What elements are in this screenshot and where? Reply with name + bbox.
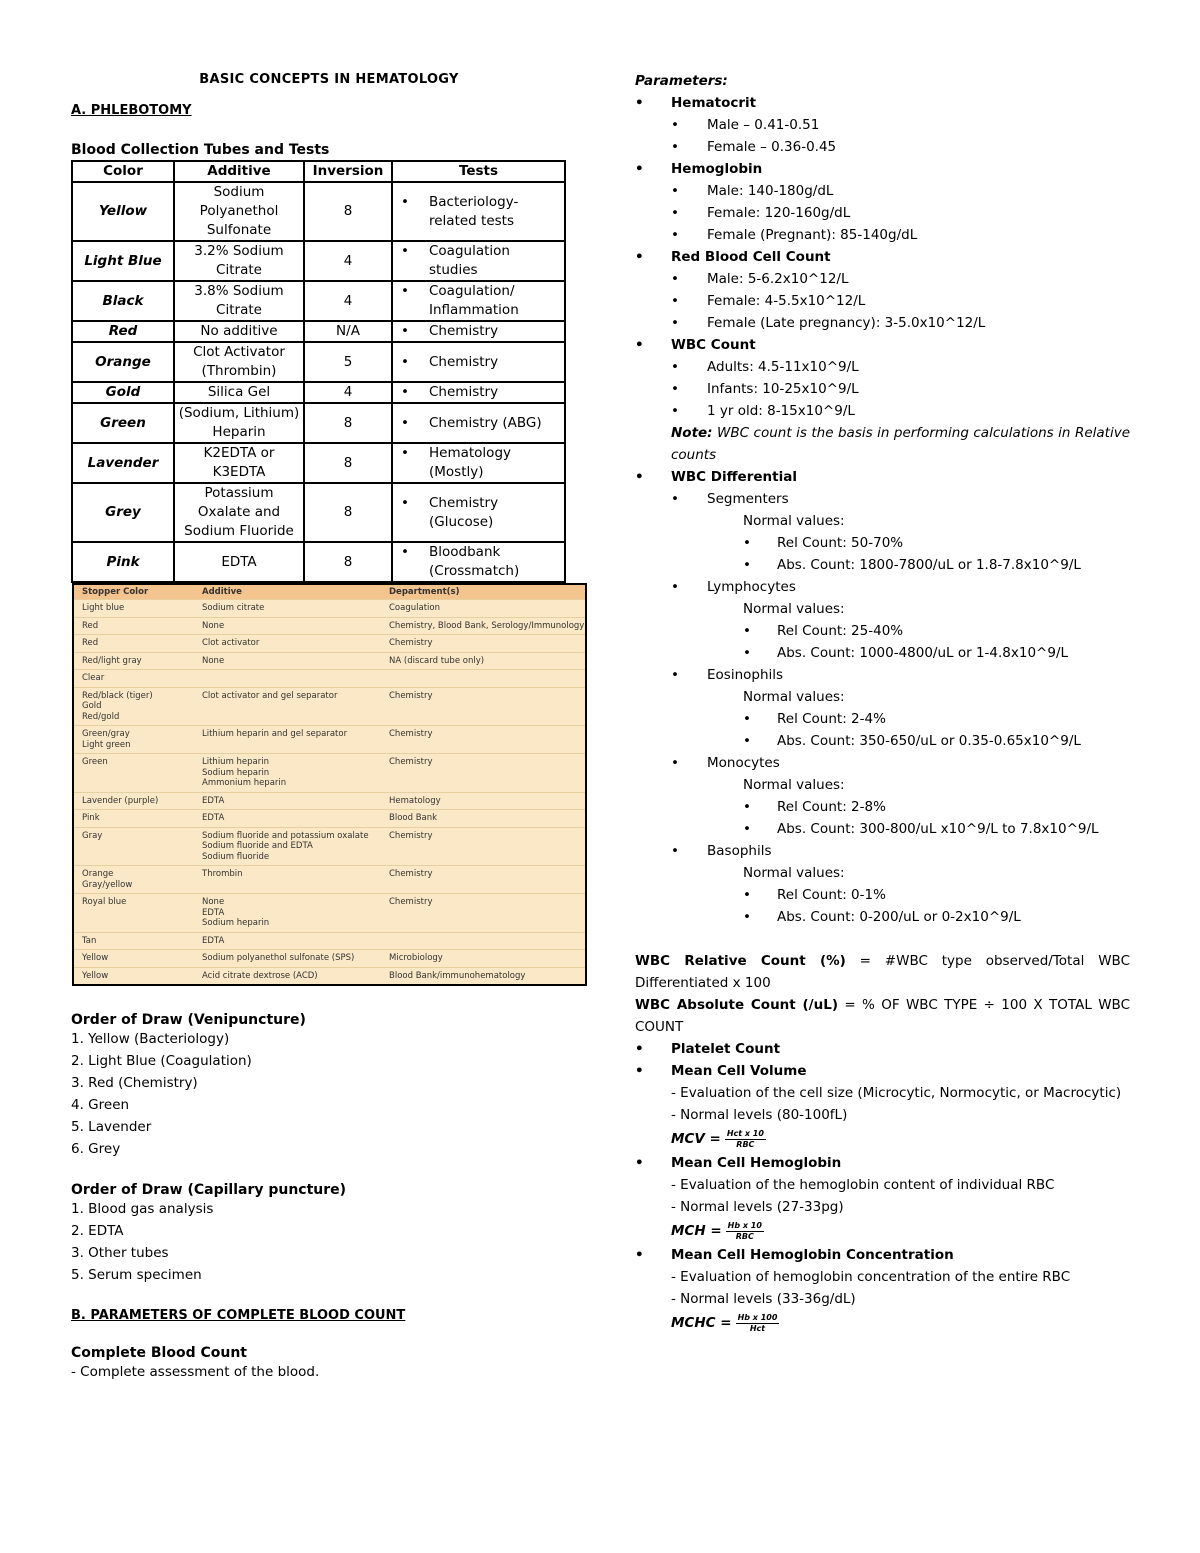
ref-cell: Tan <box>82 935 97 946</box>
parameters-heading: Parameters: <box>635 73 728 89</box>
ref-row <box>74 932 585 950</box>
tube-tests <box>392 182 565 241</box>
ref-row <box>74 617 585 635</box>
ref-cell: Green <box>82 757 108 767</box>
list-item: 3. Other tubes <box>71 1245 169 1261</box>
mcv-normal: - Normal levels (80-100fL) <box>671 1107 848 1123</box>
rbc-label: Red Blood Cell Count <box>671 249 831 265</box>
bullet: • <box>401 445 409 461</box>
tube-tests <box>392 403 565 443</box>
ref-cell: Yellow <box>82 953 109 963</box>
tube-tests-item <box>401 353 561 372</box>
cbc-title: Complete Blood Count <box>71 1345 247 1361</box>
list-item: • Female – 0.36-0.45 <box>671 136 1130 158</box>
tube-tests <box>392 241 565 281</box>
reference-header <box>74 585 585 599</box>
ref-cell: Chemistry <box>389 757 433 767</box>
ref-cell: Microbiology <box>389 953 443 963</box>
ref-cell: Chemistry <box>389 897 433 907</box>
ref-cell: Light blue <box>82 603 125 613</box>
differential-item <box>671 840 1130 928</box>
mcv-denominator: RBC <box>736 1139 755 1149</box>
tube-inversion: 5 <box>304 342 392 382</box>
tube-additive: Potassium Oxalate and Sodium Fluoride <box>174 483 304 542</box>
rel-count: • Rel Count: 25-40% <box>743 620 1130 642</box>
tube-tests <box>392 483 565 542</box>
bullet: • <box>401 283 409 299</box>
list-item: • Adults: 4.5-11x10^9/L <box>671 356 1130 378</box>
ref-row <box>74 725 585 753</box>
table-row <box>72 382 565 403</box>
ref-cell: Sodium citrate <box>202 603 265 613</box>
hemoglobin-label: Hemoglobin <box>671 161 763 177</box>
ref-cell: Lithium heparin Sodium heparin Ammonium heparin <box>202 757 287 788</box>
ref-row <box>74 809 585 827</box>
ref-cell <box>389 673 585 684</box>
table-row <box>72 281 565 321</box>
tube-inversion: 8 <box>304 443 392 483</box>
rel-formula-label: WBC Relative Count (%) <box>635 953 846 969</box>
order-cap-title: Order of Draw (Capillary puncture) <box>71 1182 347 1198</box>
tube-tests-item <box>401 543 561 581</box>
tube-color: Lavender <box>72 443 174 483</box>
table-row <box>72 483 565 542</box>
diff-label: WBC Differential <box>671 469 797 485</box>
header-tests: Tests <box>392 161 565 182</box>
ref-cell: Blood Bank/immunohematology <box>389 970 526 981</box>
mch-numerator: Hb x 10 <box>727 1220 762 1230</box>
param-rbc <box>635 246 1130 334</box>
list-item: 6. Grey <box>71 1141 121 1157</box>
rel-count: • Rel Count: 2-4% <box>743 708 1130 730</box>
ref-cell: Orange Gray/yellow <box>82 869 133 890</box>
tube-additive: Sodium Polyanethol Sulfonate <box>174 182 304 241</box>
normal-values-list <box>707 620 1130 664</box>
ref-row <box>74 634 585 652</box>
param-hemoglobin <box>635 158 1130 246</box>
tube-tests-text: Chemistry (Glucose) <box>429 494 499 530</box>
ref-cell: Sodium fluoride and potassium oxalate Sodium fluoride and EDTA Sodium fluoride <box>202 830 369 862</box>
order-veni-title: Order of Draw (Venipuncture) <box>71 1012 306 1028</box>
list-item: • Male: 140-180g/dL <box>671 180 1130 202</box>
tube-tests <box>392 443 565 483</box>
tube-tests <box>392 342 565 382</box>
tube-tests-text: Bacteriology-related tests <box>429 193 519 229</box>
tube-tests-text: Bloodbank (Crossmatch) <box>429 544 520 579</box>
normal-values-list <box>707 532 1130 576</box>
tube-inversion: 8 <box>304 182 392 241</box>
normal-values-label: Normal values: <box>743 689 845 705</box>
cell-name: • Basophils <box>707 843 772 859</box>
wbc-label: WBC Count <box>671 337 756 353</box>
tube-tests-item <box>401 444 561 482</box>
normal-values-label: Normal values: <box>743 513 845 529</box>
list-item: 3. Red (Chemistry) <box>71 1075 198 1091</box>
rel-count: • Rel Count: 50-70% <box>743 532 1130 554</box>
tube-color: Light Blue <box>72 241 174 281</box>
param-wbc <box>635 334 1130 466</box>
list-item: 5. Lavender <box>71 1119 152 1135</box>
tube-tests-item <box>401 242 561 280</box>
ref-header-color: Stopper Color <box>82 587 149 597</box>
normal-values-list <box>707 708 1130 752</box>
tube-additive: Clot Activator (Thrombin) <box>174 342 304 382</box>
section-a-heading: A. PHLEBOTOMY <box>71 103 192 118</box>
differential-item <box>671 752 1130 840</box>
mch-denominator: RBC <box>735 1231 754 1241</box>
ref-cell: Lithium heparin and gel separator <box>202 729 348 739</box>
param-hematocrit <box>635 92 1130 158</box>
table-row <box>72 321 565 342</box>
ref-row <box>74 893 585 932</box>
tube-inversion: 4 <box>304 281 392 321</box>
table-title: Blood Collection Tubes and Tests <box>71 142 330 158</box>
tube-tests <box>392 281 565 321</box>
param-mcv <box>635 1060 1130 1152</box>
tube-tests-text: Hematology (Mostly) <box>429 445 512 480</box>
bullet: • <box>401 414 409 431</box>
right-column <box>635 70 1130 1336</box>
ref-cell: Blood Bank <box>389 813 438 823</box>
list-item: 5. Serum specimen <box>71 1267 202 1283</box>
table-row <box>72 403 565 443</box>
normal-values-list <box>707 796 1130 840</box>
ref-row <box>74 652 585 670</box>
bullet: • <box>401 384 409 400</box>
tube-additive: (Sodium, Lithium) Heparin <box>174 403 304 443</box>
normal-values-label: Normal values: <box>743 777 845 793</box>
tube-color: Yellow <box>72 182 174 241</box>
tube-tests-item <box>401 193 561 231</box>
bullet: • <box>401 494 409 511</box>
param-wbc-differential <box>635 466 1130 928</box>
tube-additive: EDTA <box>174 542 304 582</box>
ref-cell: Clot activator and gel separator <box>202 690 338 701</box>
ref-row <box>74 599 585 617</box>
tube-inversion: N/A <box>304 321 392 342</box>
bullet: • <box>401 193 409 210</box>
mch-lhs: MCH = <box>671 1223 722 1239</box>
ref-row <box>74 792 585 810</box>
ref-cell: Pink <box>82 813 100 823</box>
header-additive: Additive <box>174 161 304 182</box>
tube-additive: K2EDTA or K3EDTA <box>174 443 304 483</box>
ref-row <box>74 865 585 893</box>
bullet: • <box>401 323 409 339</box>
ref-cell: None EDTA Sodium heparin <box>202 897 270 928</box>
tubes-header-row <box>72 161 565 182</box>
mchc-label: Mean Cell Hemoglobin Concentration <box>671 1247 954 1263</box>
list-item: • Male: 5-6.2x10^12/L <box>671 268 1130 290</box>
tube-color: Black <box>72 281 174 321</box>
wbc-note-label: Note: <box>671 425 713 441</box>
ref-cell: NA (discard tube only) <box>389 655 485 666</box>
cbc-description: - Complete assessment of the blood. <box>71 1364 320 1380</box>
tube-tests-text: Chemistry <box>429 323 499 339</box>
tube-color: Pink <box>72 542 174 582</box>
wbc-note-text: WBC count is the basis in performing calculations in Relative counts <box>671 425 1130 463</box>
tube-color: Grey <box>72 483 174 542</box>
mchc-lhs: MCHC = <box>671 1315 732 1331</box>
param-mch <box>635 1152 1130 1244</box>
abs-formula-text: = % OF WBC TYPE ÷ 100 X TOTAL WBC COUNT <box>635 997 1130 1035</box>
differential-item <box>671 488 1130 576</box>
tube-inversion: 8 <box>304 542 392 582</box>
ref-cell: Yellow <box>82 970 109 981</box>
tube-tests-text: Chemistry (ABG) <box>429 414 542 431</box>
cell-name: • Eosinophils <box>707 667 784 683</box>
tube-color: Gold <box>72 382 174 403</box>
ref-cell: Chemistry, Blood Bank, Serology/Immunology <box>389 620 585 631</box>
tube-additive: 3.2% Sodium Citrate <box>174 241 304 281</box>
tube-additive: No additive <box>174 321 304 342</box>
mchc-numerator: Hb x 100 <box>737 1312 778 1322</box>
mch-label: Mean Cell Hemoglobin <box>671 1155 842 1171</box>
tubes-table <box>71 160 566 583</box>
cell-name: • Monocytes <box>707 755 780 771</box>
tube-inversion: 4 <box>304 241 392 281</box>
tube-color: Red <box>72 321 174 342</box>
mchc-desc: - Evaluation of hemoglobin concentration of the entire RBC <box>671 1269 1071 1285</box>
tube-inversion: 4 <box>304 382 392 403</box>
differential-item <box>671 576 1130 664</box>
hematocrit-label: Hematocrit <box>671 95 757 111</box>
document-title: BASIC CONCEPTS IN HEMATOLOGY <box>199 72 459 87</box>
ref-cell: Red/light gray <box>82 655 142 666</box>
left-column <box>71 70 587 1383</box>
wbc-note <box>671 422 1130 466</box>
ref-cell: Royal blue <box>82 897 127 907</box>
table-row <box>72 542 565 582</box>
param-platelet <box>635 1038 1130 1060</box>
param-mchc <box>635 1244 1130 1336</box>
ref-cell: None <box>202 620 225 631</box>
platelet-label: Platelet Count <box>671 1041 781 1057</box>
tube-tests <box>392 382 565 403</box>
tube-color: Green <box>72 403 174 443</box>
list-item: 1. Yellow (Bacteriology) <box>71 1031 230 1047</box>
list-item: • Male – 0.41-0.51 <box>671 114 1130 136</box>
ref-row <box>74 949 585 967</box>
cell-name: • Lymphocytes <box>707 579 796 595</box>
tube-tests-item <box>401 322 561 341</box>
bullet: • <box>401 243 409 259</box>
abs-count: • Abs. Count: 0-200/uL or 0-2x10^9/L <box>743 906 1130 928</box>
tube-tests-text: Coagulation studies <box>429 243 510 278</box>
ref-row <box>74 669 585 687</box>
ref-cell: Acid citrate dextrose (ACD) <box>202 970 318 981</box>
header-color: Color <box>72 161 174 182</box>
mcv-lhs: MCV = <box>671 1131 721 1147</box>
tube-inversion: 8 <box>304 483 392 542</box>
abs-count: • Abs. Count: 350-650/uL or 0.35-0.65x10^9/L <box>743 730 1130 752</box>
normal-values-label: Normal values: <box>743 865 845 881</box>
list-item: 1. Blood gas analysis <box>71 1201 214 1217</box>
mchc-denominator: Hct <box>749 1323 766 1333</box>
rel-count: • Rel Count: 2-8% <box>743 796 1130 818</box>
tube-tests-text: Chemistry <box>429 384 499 400</box>
tube-tests-item <box>401 414 561 433</box>
absolute-count-formula <box>635 994 1130 1038</box>
normal-values-list <box>707 884 1130 928</box>
ref-cell: Chemistry <box>389 690 433 701</box>
section-b-heading: B. PARAMETERS OF COMPLETE BLOOD COUNT <box>71 1308 406 1323</box>
mcv-label: Mean Cell Volume <box>671 1063 807 1079</box>
ref-cell: Thrombin <box>202 869 243 879</box>
abs-formula-label: WBC Absolute Count (/uL) <box>635 997 838 1013</box>
list-item: • Infants: 10-25x10^9/L <box>671 378 1130 400</box>
ref-row <box>74 753 585 792</box>
abs-count: • Abs. Count: 300-800/uL x10^9/L to 7.8x10^9/L <box>743 818 1130 840</box>
ref-cell: Red <box>82 638 99 648</box>
list-item: • Female (Pregnant): 85-140g/dL <box>671 224 1130 246</box>
tube-tests <box>392 542 565 582</box>
ref-row <box>74 967 585 985</box>
tube-color: Orange <box>72 342 174 382</box>
ref-cell: None <box>202 655 225 666</box>
ref-cell: Red <box>82 620 99 631</box>
header-inversion: Inversion <box>304 161 392 182</box>
ref-cell <box>202 673 389 684</box>
ref-cell: Green/gray Light green <box>82 729 131 750</box>
rel-formula-text: = #WBC type observed/Total WBC Differentiated x 100 <box>635 953 1130 991</box>
ref-header-additive: Additive <box>202 587 242 597</box>
rel-count: • Rel Count: 0-1% <box>743 884 1130 906</box>
ref-row <box>74 687 585 726</box>
ref-cell: Chemistry <box>389 830 433 841</box>
list-item: 2. EDTA <box>71 1223 124 1239</box>
ref-cell: Coagulation <box>389 603 440 613</box>
ref-row <box>74 827 585 866</box>
mch-formula <box>671 1218 1130 1244</box>
tube-tests-item <box>401 282 561 320</box>
cell-name: • Segmenters <box>707 491 789 507</box>
ref-cell: Chemistry <box>389 729 433 739</box>
ref-cell <box>389 936 585 947</box>
ref-cell: Chemistry <box>389 638 433 648</box>
mcv-desc: - Evaluation of the cell size (Microcytic, Normocytic, or Macrocytic) <box>671 1085 1122 1101</box>
normal-values-label: Normal values: <box>743 601 845 617</box>
mcv-numerator: Hct x 10 <box>726 1128 764 1138</box>
tube-additive: Silica Gel <box>174 382 304 403</box>
mch-desc: - Evaluation of the hemoglobin content of individual RBC <box>671 1177 1055 1193</box>
list-item: • 1 yr old: 8-15x10^9/L <box>671 400 1130 422</box>
ref-cell: Chemistry <box>389 869 433 879</box>
ref-cell: Clear <box>82 673 105 683</box>
abs-count: • Abs. Count: 1000-4800/uL or 1-4.8x10^9/L <box>743 642 1130 664</box>
tube-tests-item <box>401 383 561 402</box>
table-row <box>72 443 565 483</box>
reference-table-image <box>72 583 587 986</box>
ref-cell: Lavender (purple) <box>82 795 159 806</box>
ref-cell: Sodium polyanethol sulfonate (SPS) <box>202 953 355 963</box>
list-item: • Female: 4-5.5x10^12/L <box>671 290 1130 312</box>
mchc-normal: - Normal levels (33-36g/dL) <box>671 1291 856 1307</box>
differential-item <box>671 664 1130 752</box>
table-row <box>72 182 565 241</box>
ref-cell: EDTA <box>202 795 225 806</box>
abs-count: • Abs. Count: 1800-7800/uL or 1.8-7.8x10^9/L <box>743 554 1130 576</box>
list-item: • Female: 120-160g/dL <box>671 202 1130 224</box>
tube-tests-item <box>401 494 561 532</box>
relative-count-formula <box>635 950 1130 994</box>
bullet: • <box>401 353 409 370</box>
ref-cell: Red/black (tiger) Gold Red/gold <box>82 690 153 722</box>
tube-tests-text: Chemistry <box>429 353 499 370</box>
list-item: 4. Green <box>71 1097 130 1113</box>
tube-tests-text: Coagulation/ Inflammation <box>429 283 519 318</box>
list-item: • Female (Late pregnancy): 3-5.0x10^12/L <box>671 312 1130 334</box>
ref-cell: Clot activator <box>202 638 260 648</box>
table-row <box>72 342 565 382</box>
tube-additive: 3.8% Sodium Citrate <box>174 281 304 321</box>
mcv-formula <box>671 1126 1130 1152</box>
tube-inversion: 8 <box>304 403 392 443</box>
ref-cell: Gray <box>82 830 103 841</box>
bullet: • <box>401 544 409 560</box>
ref-cell: EDTA <box>202 813 225 823</box>
tube-tests <box>392 321 565 342</box>
mchc-formula <box>671 1310 1130 1336</box>
list-item: 2. Light Blue (Coagulation) <box>71 1053 252 1069</box>
table-row <box>72 241 565 281</box>
ref-header-department: Department(s) <box>389 587 460 597</box>
mch-normal: - Normal levels (27-33pg) <box>671 1199 844 1215</box>
ref-cell: EDTA <box>202 935 225 946</box>
ref-cell: Hematology <box>389 795 441 806</box>
